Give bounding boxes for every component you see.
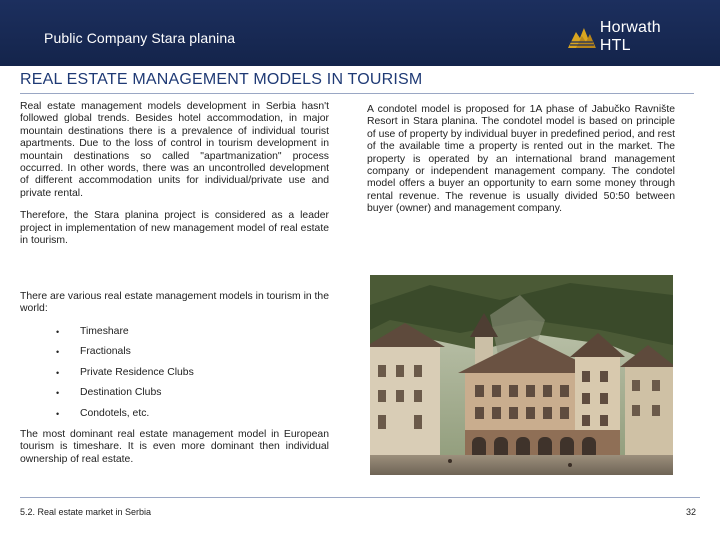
models-list xyxy=(56,326,316,428)
resort-photo xyxy=(370,275,673,475)
bullet-icon: • xyxy=(56,327,60,337)
footer-section-label: 5.2. Real estate market in Serbia xyxy=(20,507,152,517)
intro-paragraph-1: Real estate management models development in Serbia hasn't followed global trends. Besides hotel accommodation, in major mountain destinations there is a prevalence of individual tourist apartments. Due to the loss of control in tourism development in mountain destinations so called "apartmanization" process occurred. In other words, there was an uncontrolled development of different accommodation units for individual/private use and private rental. xyxy=(20,101,329,199)
list-item-label: Private Residence Clubs xyxy=(80,366,194,378)
bullet-icon: • xyxy=(56,388,60,399)
bullet-icon: • xyxy=(56,408,60,419)
resort-village-image xyxy=(370,275,673,475)
brand-name: Horwath HTL xyxy=(599,19,661,54)
list-item-label: Destination Clubs xyxy=(80,387,162,399)
list-item-label: Timeshare xyxy=(80,326,129,337)
bullet-icon: • xyxy=(56,347,60,358)
bullet-icon: • xyxy=(56,367,60,378)
header-bar xyxy=(0,0,720,66)
right-column-paragraph: A condotel model is proposed for 1A phase of Jabučko Ravnište Resort in Stara planina. The condotel model is based on principle of use of property by individual buyer in predefined period, and rest of the available time a property is rented out in the market. The property is operated by an international brand management company or independent management company. The condotel model offers a buyer an opportunity to earn some money through rental revenue. The revenue is usually divided 50:50 between buyer (owner) and management company. xyxy=(367,104,675,215)
left-column-intro xyxy=(20,101,329,257)
list-item-label: Fractionals xyxy=(80,346,131,358)
horwath-mountain-logo-icon xyxy=(566,24,598,50)
list-item xyxy=(56,326,316,346)
header-title: Public Company Stara planina xyxy=(44,30,236,46)
list-item xyxy=(56,367,316,387)
closing-paragraph: The most dominant real estate management model in European tourism is timeshare. It is even more dominant then individual ownership of real estate. xyxy=(20,429,329,465)
page-number: 32 xyxy=(685,507,696,517)
intro-paragraph-2: Therefore, the Stara planina project is considered as a leader project in implementation of new management model of real estate in tourism. xyxy=(20,210,329,247)
page-title: REAL ESTATE MANAGEMENT MODELS IN TOURISM xyxy=(20,71,423,88)
list-item xyxy=(56,408,316,428)
heading-divider xyxy=(20,93,694,94)
list-item xyxy=(56,346,316,366)
footer-divider xyxy=(20,497,700,498)
models-intro-paragraph: There are various real estate management models in tourism in the world: xyxy=(20,291,329,315)
list-item-label: Condotels, etc. xyxy=(80,407,150,419)
list-item xyxy=(56,387,316,407)
brand-logo xyxy=(566,19,696,54)
